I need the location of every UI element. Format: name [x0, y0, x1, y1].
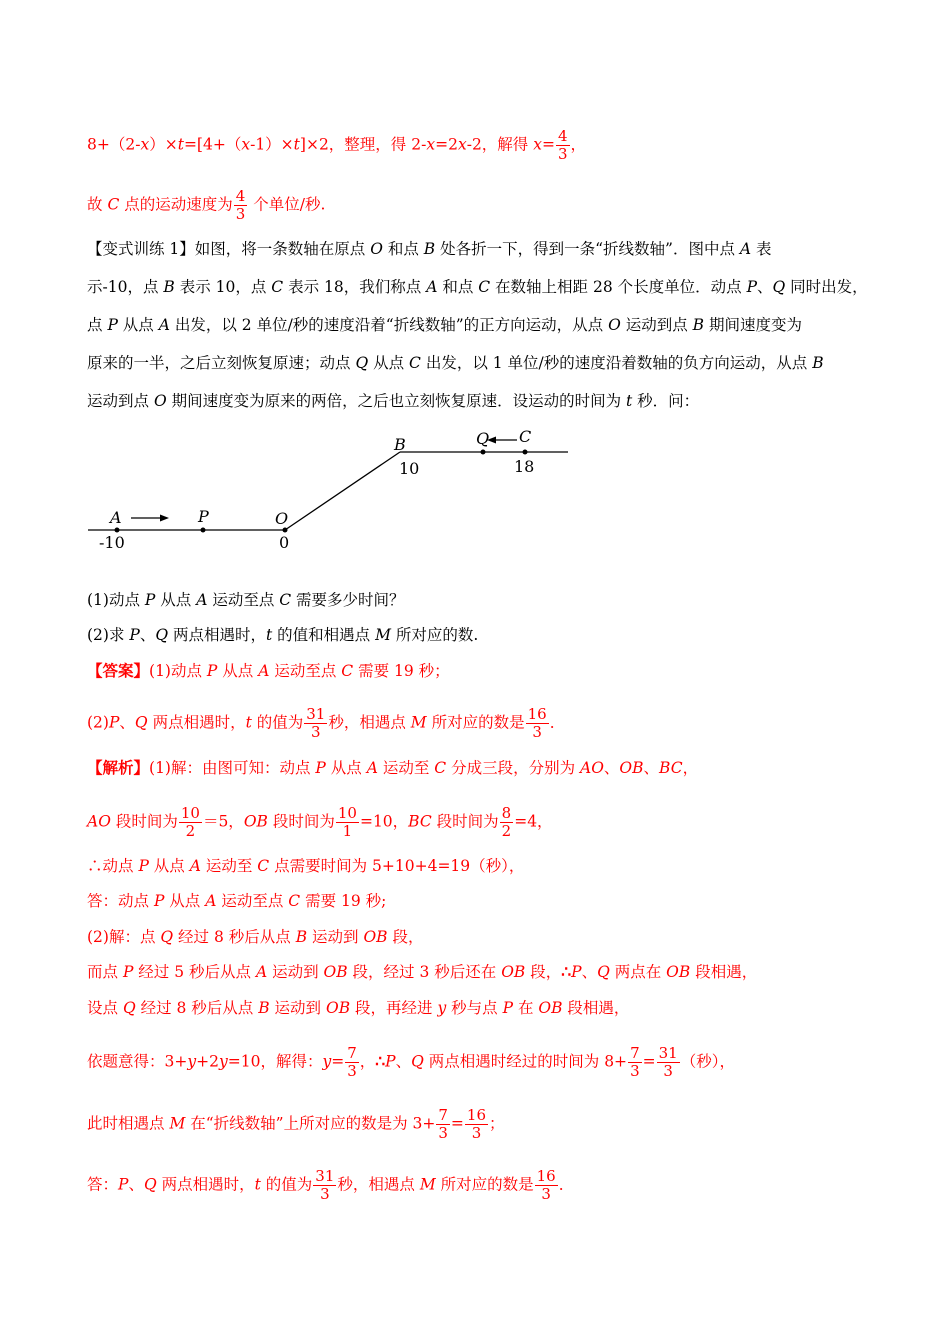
- text: 运动至点: [269, 662, 342, 680]
- text: 秒．问：: [632, 392, 700, 410]
- denominator: 2: [501, 822, 512, 840]
- text: 从点: [368, 354, 410, 372]
- text: 8+（2-: [87, 135, 141, 154]
- text: 从点: [217, 662, 259, 680]
- denominator: 2: [185, 822, 196, 840]
- solution-line-9: [87, 1107, 505, 1142]
- fraction: [657, 1045, 680, 1080]
- point-Q-dot: [481, 450, 486, 455]
- var-P: P: [138, 857, 149, 875]
- fraction: [179, 805, 202, 840]
- solution-line-3: [87, 855, 524, 877]
- text: 、: [395, 1052, 412, 1071]
- fraction: [313, 1168, 336, 1203]
- text: 而点: [87, 963, 123, 981]
- text: (2): [87, 713, 109, 732]
- text: 表: [751, 240, 772, 258]
- var-P: P: [107, 316, 118, 334]
- var-x: x: [140, 135, 150, 154]
- text: 原来的一半，之后立刻恢复原速；动点: [87, 354, 356, 372]
- var-Q: Q: [411, 1052, 424, 1071]
- var-P: P: [746, 278, 757, 296]
- var-B: B: [423, 240, 436, 258]
- text: 在数轴上相距 28 个长度单位．动点: [490, 278, 747, 296]
- var-C: C: [478, 278, 491, 296]
- var-C: C: [288, 892, 301, 910]
- text: 经过 8 秒后从点: [173, 928, 296, 946]
- var-t: t: [266, 626, 273, 644]
- var-P: P: [571, 963, 582, 981]
- var-OB: OB: [243, 812, 268, 831]
- text: ∴动点: [87, 857, 139, 875]
- var-C: C: [434, 759, 447, 777]
- speed-line: [87, 188, 325, 223]
- var-Q: Q: [122, 999, 136, 1017]
- var-C: C: [271, 278, 284, 296]
- text: 运动至点: [207, 591, 280, 609]
- numerator: 16: [466, 1106, 487, 1124]
- var-OB: OB: [666, 963, 691, 981]
- text: 运动到: [269, 999, 326, 1017]
- text: 需要 19 秒；: [353, 662, 450, 680]
- text: 在: [513, 999, 539, 1017]
- text: 段，: [525, 963, 562, 981]
- var-P: P: [153, 892, 165, 910]
- numerator: 31: [658, 1044, 678, 1062]
- var-y: y: [437, 999, 447, 1017]
- var-Q: Q: [143, 1175, 157, 1194]
- label-O: O: [275, 509, 289, 528]
- solution-line-7: [87, 997, 629, 1019]
- text: 、: [581, 963, 598, 981]
- var-OB: OB: [323, 963, 348, 981]
- denominator: 3: [532, 723, 542, 741]
- var-C: C: [341, 662, 354, 680]
- var-C: C: [257, 857, 270, 875]
- text: 所对应的数.: [390, 626, 479, 644]
- text: 、: [119, 713, 135, 732]
- var-B: B: [812, 354, 824, 372]
- text: 段，再经进: [350, 999, 438, 1017]
- fraction: [336, 805, 359, 840]
- denominator: 1: [342, 822, 353, 840]
- text: ]×2，整理，得 2-: [299, 135, 427, 154]
- text: 处各折一下，得到一条“折线数轴”．图中点: [435, 240, 740, 258]
- text: 从点: [148, 857, 190, 875]
- var-A: A: [196, 591, 208, 609]
- var-OB: OB: [363, 928, 388, 946]
- text: 分成三段，分别为: [446, 759, 580, 777]
- solution-line-10: [87, 1168, 574, 1203]
- text: 运动到点: [87, 392, 154, 410]
- text: 段时间为: [110, 812, 178, 831]
- var-Q: Q: [355, 354, 369, 372]
- var-A: A: [258, 662, 270, 680]
- text: 个单位/秒.: [248, 195, 326, 214]
- problem-line-1: [87, 238, 772, 260]
- text: 两点在: [609, 963, 667, 981]
- var-P: P: [108, 713, 120, 732]
- text: =10，解得：: [227, 1052, 323, 1071]
- point-A-dot: [115, 528, 120, 533]
- point-O-dot: [283, 528, 288, 533]
- text: ＝5，: [202, 812, 244, 831]
- solution-line-6: [87, 961, 757, 983]
- problem-line-3: [87, 314, 802, 336]
- var-A: A: [205, 892, 217, 910]
- text: 需要 19 秒;: [300, 892, 387, 910]
- var-A: A: [426, 278, 438, 296]
- axis-segment-slant: [285, 452, 400, 530]
- text: 答：: [87, 1175, 119, 1194]
- label-C: C: [519, 427, 532, 446]
- var-t: t: [245, 713, 252, 732]
- var-M: M: [410, 713, 427, 732]
- text: 段，: [387, 928, 424, 946]
- label-P: P: [198, 507, 209, 526]
- fraction: [628, 1045, 642, 1080]
- denominator: 3: [347, 1062, 357, 1080]
- text: 两点相遇时，: [156, 1175, 255, 1194]
- problem-line-5: [87, 390, 699, 412]
- var-Q: Q: [597, 963, 610, 981]
- var-M: M: [419, 1175, 436, 1194]
- text: 期间速度变为: [704, 316, 802, 334]
- var-t: t: [293, 135, 300, 154]
- text: =: [331, 1052, 345, 1071]
- var-OB: OB: [619, 759, 644, 777]
- var-P: P: [122, 963, 134, 981]
- question-1: [87, 589, 405, 611]
- denominator: 3: [438, 1124, 448, 1142]
- text: 的值为: [251, 713, 304, 732]
- var-OB: OB: [538, 999, 563, 1017]
- text: 、: [643, 759, 660, 777]
- text: (2)求: [87, 626, 130, 644]
- text: 【变式训练 1】如图，将一条数轴在原点: [87, 240, 371, 258]
- text: =2: [435, 135, 458, 154]
- fraction: [556, 128, 570, 163]
- text: 同时出发，: [785, 278, 868, 296]
- var-P: P: [206, 662, 218, 680]
- question-2: [87, 624, 478, 646]
- text: ）×: [149, 135, 178, 154]
- var-A: A: [739, 240, 752, 258]
- var-B: B: [295, 928, 308, 946]
- var-O: O: [370, 240, 383, 258]
- denominator: 3: [235, 205, 246, 223]
- text: 从点: [117, 316, 159, 334]
- fraction: [234, 188, 248, 223]
- text: 段时间为: [267, 812, 335, 831]
- var-t: t: [254, 1175, 261, 1194]
- numerator: 10: [337, 804, 357, 822]
- text: =: [541, 135, 555, 154]
- fraction: [500, 805, 514, 840]
- numerator: 31: [306, 705, 326, 723]
- var-C: C: [409, 354, 421, 372]
- text: 故: [87, 195, 108, 214]
- fraction: [535, 1168, 558, 1203]
- text: 所对应的数是: [426, 713, 525, 732]
- var-B: B: [692, 316, 705, 334]
- var-P: P: [118, 1175, 129, 1194]
- text: 和点: [382, 240, 424, 258]
- text: 的值和相遇点: [272, 626, 376, 644]
- arrow-right-head-icon: [160, 515, 169, 522]
- numerator: 7: [438, 1106, 448, 1124]
- var-x: x: [241, 135, 251, 154]
- text: 运动至: [200, 857, 258, 875]
- text: 设点: [87, 999, 123, 1017]
- var-y: y: [218, 1052, 228, 1071]
- var-Q: Q: [160, 928, 174, 946]
- text: 需要多少时间？: [291, 591, 405, 609]
- text: 两点相遇时经过的时间为 8+: [423, 1052, 628, 1071]
- denominator: 3: [311, 723, 321, 741]
- text: 表示 18，我们称点: [283, 278, 427, 296]
- var-x: x: [457, 135, 467, 154]
- problem-line-2: [87, 276, 868, 298]
- text: 出发，以 2 单位/秒的速度沿着“折线数轴”的正方向运动，从点: [169, 316, 609, 334]
- text: ．: [549, 713, 566, 732]
- var-M: M: [169, 1114, 186, 1133]
- text: 秒，相遇点: [337, 1175, 420, 1194]
- text: 、: [757, 278, 773, 296]
- text: -2，解得: [466, 135, 534, 154]
- numerator: 4: [235, 187, 246, 205]
- text: 段时间为: [431, 812, 499, 831]
- number-C: 18: [514, 457, 535, 476]
- solution-line-5: [87, 926, 423, 948]
- text: ；: [489, 1114, 505, 1133]
- text: (1)动点: [87, 591, 145, 609]
- var-A: A: [158, 316, 170, 334]
- text: 所对应的数是: [435, 1175, 534, 1194]
- var-P: P: [315, 759, 326, 777]
- text: =4，: [514, 812, 553, 831]
- therefore-symbol: ∴: [561, 962, 572, 981]
- label-B: B: [394, 435, 406, 454]
- var-AO: AO: [580, 759, 604, 777]
- numerator: 4: [557, 127, 568, 145]
- text: +2: [196, 1052, 219, 1071]
- var-Q: Q: [155, 626, 169, 644]
- answer-2: [87, 706, 565, 741]
- var-t: t: [626, 392, 633, 410]
- therefore-symbol: ∴: [375, 1051, 386, 1071]
- text: 点需要时间为 5+10+4=19（秒），: [269, 857, 525, 875]
- answer-1: [87, 660, 450, 682]
- var-y: y: [322, 1052, 332, 1071]
- var-O: O: [153, 392, 167, 410]
- solution-line-4: [87, 890, 386, 912]
- text: =[4+（: [183, 135, 242, 154]
- fraction: [304, 706, 327, 741]
- point-C-dot: [523, 450, 528, 455]
- text: =: [450, 1114, 464, 1133]
- text: 运动到: [267, 963, 324, 981]
- text: 答：动点: [87, 892, 154, 910]
- numerator: 31: [315, 1167, 335, 1185]
- text: 经过 5 秒后从点: [133, 963, 256, 981]
- numerator: 7: [630, 1044, 640, 1062]
- var-OB: OB: [501, 963, 526, 981]
- text: =10，: [359, 812, 409, 831]
- denominator: 3: [471, 1124, 482, 1142]
- text: 从点: [155, 591, 197, 609]
- text: 段，经过 3 秒后还在: [347, 963, 502, 981]
- text: (2)解：点: [87, 928, 161, 946]
- solution-line-1: [87, 757, 698, 779]
- numerator: 16: [536, 1167, 556, 1185]
- text: 此时相遇点: [87, 1114, 170, 1133]
- text: (1)动点: [149, 662, 207, 680]
- text: ，: [359, 1052, 376, 1071]
- var-x: x: [426, 135, 436, 154]
- var-t: t: [177, 135, 184, 154]
- var-Q: Q: [134, 713, 148, 732]
- point-P-dot: [201, 528, 206, 533]
- text: -1）×: [250, 135, 294, 154]
- denominator: 3: [630, 1062, 640, 1080]
- number-A: -10: [99, 533, 125, 552]
- text: 段相遇，: [562, 999, 630, 1017]
- text: 段相遇，: [690, 963, 758, 981]
- var-P: P: [129, 626, 140, 644]
- text: 点: [87, 316, 108, 334]
- var-M: M: [375, 626, 391, 644]
- var-BC: BC: [659, 759, 683, 777]
- text: 秒，相遇点: [328, 713, 411, 732]
- solution-line-2: [87, 805, 553, 840]
- numerator: 10: [180, 804, 200, 822]
- fraction: [436, 1107, 450, 1142]
- text: 出发，以 1 单位/秒的速度沿着数轴的负方向运动，从点: [420, 354, 813, 372]
- denominator: 3: [320, 1185, 330, 1203]
- number-B: 10: [399, 459, 420, 478]
- var-O: O: [608, 316, 621, 334]
- var-A: A: [255, 963, 268, 981]
- numerator: 8: [501, 804, 512, 822]
- text: 、: [603, 759, 620, 777]
- text: 、: [139, 626, 156, 644]
- text: 从点: [325, 759, 367, 777]
- fraction: [465, 1107, 488, 1142]
- var-B: B: [163, 278, 175, 296]
- text: 和点: [437, 278, 479, 296]
- text: 经过 8 秒后从点: [135, 999, 259, 1017]
- text: (1)解：由图可知：动点: [149, 759, 316, 777]
- var-Q: Q: [772, 278, 786, 296]
- fraction: [345, 1045, 359, 1080]
- text: 两点相遇时，: [168, 626, 266, 644]
- text: =: [642, 1052, 656, 1071]
- text: 点的运动速度为: [119, 195, 233, 214]
- var-P: P: [385, 1052, 396, 1071]
- text: 运动至点: [216, 892, 289, 910]
- var-BC: BC: [408, 812, 432, 831]
- var-P: P: [502, 999, 514, 1017]
- var-C: C: [279, 591, 292, 609]
- text: 依题意得：3+: [87, 1052, 188, 1071]
- text: 、: [128, 1175, 144, 1194]
- number-O: 0: [279, 533, 290, 552]
- var-A: A: [366, 759, 378, 777]
- label-Q: Q: [476, 429, 490, 448]
- var-y: y: [187, 1052, 197, 1071]
- solution-tag: 【解析】: [87, 758, 150, 777]
- text: 运动到: [307, 928, 364, 946]
- text: 运动至: [377, 759, 435, 777]
- denominator: 3: [557, 145, 568, 163]
- text: ．: [558, 1175, 575, 1194]
- equation-line: [87, 128, 586, 163]
- var-AO: AO: [87, 812, 111, 831]
- var-x: x: [533, 135, 542, 154]
- folded-number-line-figure: [85, 420, 575, 560]
- var-B: B: [258, 999, 270, 1017]
- answer-tag: 【答案】: [87, 661, 150, 680]
- numerator: 7: [347, 1044, 357, 1062]
- var-C: C: [107, 195, 120, 214]
- text: 在“折线数轴”上所对应的数是为 3+: [185, 1114, 436, 1133]
- label-A: A: [110, 508, 122, 527]
- solution-line-8: [87, 1045, 735, 1080]
- text: 的值为: [260, 1175, 313, 1194]
- var-A: A: [189, 857, 201, 875]
- text: ，: [570, 135, 587, 154]
- text: 两点相遇时，: [147, 713, 246, 732]
- text: 从点: [164, 892, 206, 910]
- var-P: P: [144, 591, 156, 609]
- fraction: [526, 706, 549, 741]
- text: （秒），: [680, 1052, 735, 1071]
- text: 秒与点: [446, 999, 503, 1017]
- text: ，: [682, 759, 699, 777]
- denominator: 3: [541, 1185, 551, 1203]
- text: 期间速度变为原来的两倍，之后也立刻恢复原速．设运动的时间为: [166, 392, 627, 410]
- text: 运动到点: [620, 316, 693, 334]
- problem-line-4: [87, 352, 824, 374]
- denominator: 3: [663, 1062, 673, 1080]
- text: 示-10，点: [87, 278, 164, 296]
- numerator: 16: [527, 705, 547, 723]
- text: 表示 10，点: [174, 278, 272, 296]
- var-OB: OB: [325, 999, 351, 1017]
